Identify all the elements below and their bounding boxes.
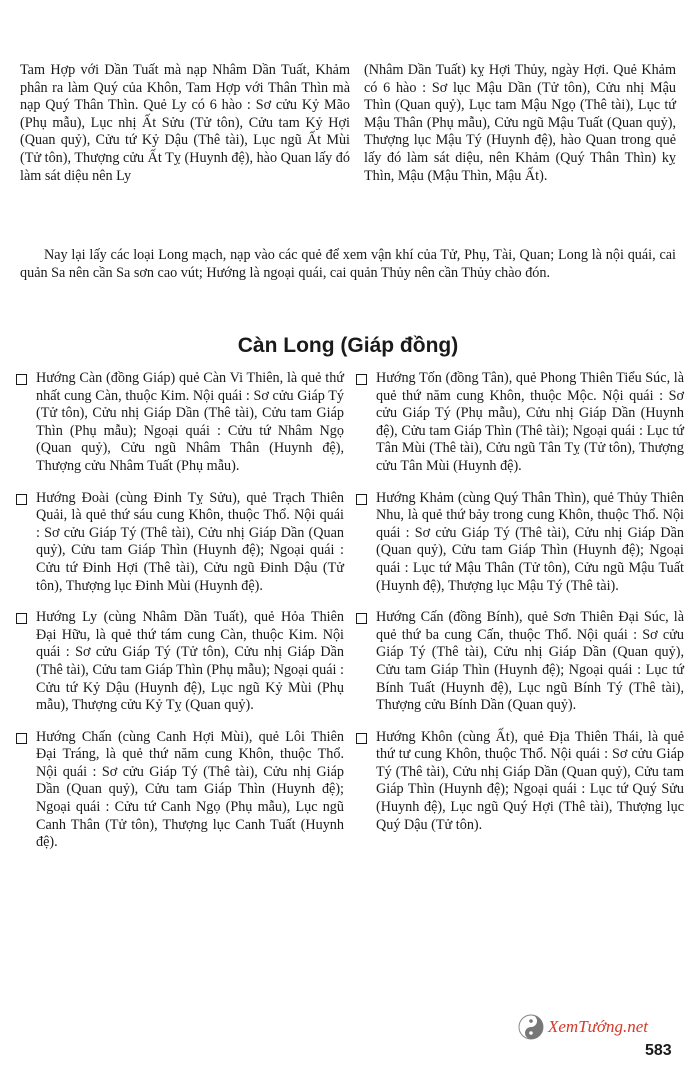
checkbox-icon [16,494,27,505]
entries-left-column [14,370,344,866]
entry-huong-chan [14,729,344,852]
intro-left-column [20,62,350,185]
entry-huong-khon [354,729,684,835]
entry-text: Hướng Khảm (cùng Quý Thân Thìn), quẻ Thủy Thiên Nhu, là quẻ thứ bảy trong cung Khôn, thuộc Thổ. Nội quái : Sơ cửu Giáp Tý (Thê tài), Cửu nhị Giáp Dần (Quan quỷ), Cửu tam Giáp Thìn (Huynh đệ); Ngoại quái : Lục tứ Mậu Thân (Tử tôn), Cửu ngũ Mậu Tuất (Huynh đệ), Thượng lục Mậu Tý (Thê tài). [376,489,684,594]
yin-yang-icon [518,1014,544,1040]
intro-right-column [364,62,676,185]
entry-text: Hướng Ly (cùng Nhâm Dần Tuất), quẻ Hỏa Thiên Đại Hữu, là quẻ thứ tám cung Càn, thuộc Kim. Nội quái : Sơ cửu Giáp Tý (Tử tôn), Cửu nhị Giáp Dần (Thê tài), Cửu tam Giáp Thìn (Phụ mẫu); Ngoại quái : Cửu tứ Kỷ Dậu (Huynh đệ), Lục ngũ Kỷ Mùi (Phụ mẫu), Thượng cửu Kỷ Tỵ (Quan quỷ). [36,609,344,714]
watermark-text: XemTướng.net [548,1017,649,1036]
intro-right-text: (Nhâm Dần Tuất) kỵ Hợi Thủy, ngày Hợi. Quẻ Khảm có 6 hào : Sơ lục Mậu Dần (Tử tôn), Cửu nhị Mậu Thìn (Quan quỷ), Lục tam Mậu Ngọ (Thê tài), Lục tứ Mậu Thân (Phụ mẫu), Cửu ngũ Mậu Tuất (Quan quỷ), Thượng lục Mậu Tý (Huynh đệ), hào Quan trong quẻ lấy đó làm sát diệu, nên Khảm (Quý Thân Thìn) kỵ Thìn, Mậu (Mậu Thìn, Mậu Ất). [364,62,676,184]
watermark-logo [518,1014,648,1040]
intro-left-text: Tam Hợp với Dần Tuất mà nạp Nhâm Dần Tuất, Khảm phân ra làm Quý của Khôn, Tam Hợp với Thân Thìn mà nạp Quý Thân Thìn. Quẻ Ly có 6 hào : Sơ cửu Kỷ Mão (Phụ mẫu), Lục nhị Ất Sửu (Tử tôn), Cửu tam Kỷ Hợi (Quan quỷ), Cửu tứ Kỷ Dậu (Thê tài), Lục ngũ Ất Mùi (Tử tôn), Thượng cửu Ất Tỵ (Huynh đệ), hào Quan lấy đó làm sát diệu nên Ly [20,62,350,184]
entry-text: Hướng Chấn (cùng Canh Hợi Mùi), quẻ Lôi Thiên Đại Tráng, là quẻ thứ năm cung Khôn, thuộc Thổ. Nội quái : Sơ cửu Giáp Tý (Thê tài), Cửu nhị Giáp Dần (Quan quỷ), Cửu tam Giáp Thìn (Huynh đệ); Ngoại quái : Cửu tứ Canh Ngọ (Phụ mẫu), Lục ngũ Canh Thân (Tử tôn), Thượng lục Canh Tuất (Huynh đệ). [36,728,344,851]
entry-text: Hướng Cấn (đồng Bính), quẻ Sơn Thiên Đại Súc, là quẻ thứ ba cung Cấn, thuộc Thổ. Nội quái : Sơ cửu Giáp Tý (Thê tài), Cửu nhị Giáp Dần (Quan quỷ), Cửu tam Giáp Thìn (Huynh đệ); Ngoại quái : Lục tứ Bính Tuất (Huynh đệ), Lục ngũ Bính Tý (Thê tài), Thượng cửu Bính Dần (Quan quỷ). [376,609,684,714]
entry-text: Hướng Khôn (cùng Ất), quẻ Địa Thiên Thái, là quẻ thứ tư cung Khôn, thuộc Thổ. Nội quái : Sơ cửu Giáp Tý (Thê tài), Cửu nhị Giáp Dần (Quan quỷ), Cửu tam Giáp Thìn (Huynh đệ); Ngoại quái : Lục tứ Quý Sửu (Huynh đệ), Lục ngũ Quý Hợi (Thê tài), Thượng lục Quý Dậu (Tử tôn). [376,728,684,833]
page-number: 583 [645,1042,672,1059]
entries-grid [14,370,684,866]
entry-text: Hướng Đoài (cùng Đinh Tỵ Sửu), quẻ Trạch Thiên Quải, là quẻ thứ sáu cung Khôn, thuộc Thổ. Nội quái : Sơ cửu Giáp Tý (Thê tài), Cửu nhị Giáp Dần (Quan quỷ), Cửu tam Giáp Thìn (Huynh đệ); Ngoại quái : Cửu tứ Đinh Hợi (Thê tài), Cửu ngũ Đinh Dậu (Tử tôn), Thượng lục Đinh Mùi (Huynh đệ). [36,489,344,594]
checkbox-icon [16,374,27,385]
entry-huong-can-son [354,609,684,715]
intro-columns [20,62,676,185]
checkbox-icon [16,733,27,744]
entry-huong-kham [354,490,684,596]
entry-huong-can [14,370,344,476]
entry-huong-ly [14,609,344,715]
entry-text: Hướng Càn (đồng Giáp) quẻ Càn Vi Thiên, là quẻ thứ nhất cung Càn, thuộc Kim. Nội quái : Sơ cửu Giáp Tý (Tử tôn), Cửu nhị Giáp Dần (Thê tài), Cửu tam Giáp Thìn (Phụ mẫu); Ngoại quái : Cửu tứ Nhâm Ngọ (Quan quỷ), Cửu ngũ Nhâm Thân (Huynh đệ), Thượng cửu Nhâm Tuất (Phụ mẫu). [36,370,344,474]
entry-text: Hướng Tốn (đồng Tân), quẻ Phong Thiên Tiểu Súc, là quẻ thứ năm cung Khôn, thuộc Mộc. Nội quái : Sơ cửu Giáp Tý (Phụ mẫu), Cửu nhị Giáp Dần (Huynh đệ), Cửu tam Giáp Thìn (Thê tài); Ngoại quái : Lục tứ Tân Mùi (Thê tài), Cửu ngũ Tân Tỵ (Tử tôn), Thượng cửu Tân Mùi (Huynh đệ). [376,370,684,474]
note-paragraph: Nay lại lấy các loại Long mạch, nạp vào các quẻ để xem vận khí của Tử, Phụ, Tài, Quan; Long là nội quái, cai quản Sa nên cần Sa sơn cao vút; Hướng là ngoại quái, cai quản Thủy nên cần Thủy chào đón. [20,247,676,281]
checkbox-icon [16,613,27,624]
entry-huong-doai [14,490,344,596]
checkbox-icon [356,494,367,505]
entries-right-column [354,370,684,866]
entry-huong-ton [354,370,684,476]
checkbox-icon [356,374,367,385]
checkbox-icon [356,733,367,744]
section-title: Càn Long (Giáp đồng) [237,334,459,357]
checkbox-icon [356,613,367,624]
